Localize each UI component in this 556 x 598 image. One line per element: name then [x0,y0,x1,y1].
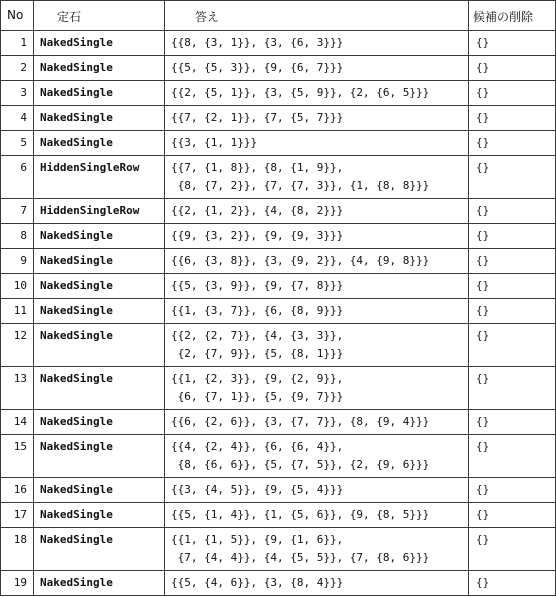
answer-cell [165,571,469,596]
table-row [1,478,556,503]
strategy-name: NakedSingle [34,571,165,596]
candidate-removal: {} [469,528,556,571]
table-row [1,131,556,156]
strategy-name: NakedSingle [34,435,165,478]
answer-line: {{2, {1, 2}}, {4, {8, 2}}} [171,204,344,217]
strategy-name: HiddenSingleRow [34,199,165,224]
strategy-name: NakedSingle [34,324,165,367]
answer-cell [165,224,469,249]
row-number: 9 [1,249,34,274]
candidate-removal: {} [469,199,556,224]
row-number: 16 [1,478,34,503]
candidate-removal: {} [469,131,556,156]
strategy-name: NakedSingle [34,106,165,131]
answer-line: {{8, {3, 1}}, {3, {6, 3}}} [171,36,344,49]
candidate-removal: {} [469,81,556,106]
answer-line: {{5, {4, 6}}, {3, {8, 4}}} [171,576,344,589]
strategy-name: NakedSingle [34,503,165,528]
answer-cell [165,106,469,131]
table-row [1,249,556,274]
answer-cell [165,324,469,367]
answer-line: {8, {6, 6}}, {5, {7, 5}}, {2, {9, 6}}} [171,457,430,471]
table-row [1,367,556,410]
answer-cell [165,199,469,224]
answer-cell [165,131,469,156]
row-number: 14 [1,410,34,435]
row-number: 3 [1,81,34,106]
strategy-name: NakedSingle [34,410,165,435]
candidate-removal: {} [469,31,556,56]
table-row [1,324,556,367]
answer-line: {2, {7, 9}}, {5, {8, 1}}} [171,346,344,360]
table-row [1,435,556,478]
answer-cell [165,410,469,435]
table-row [1,503,556,528]
row-number: 11 [1,299,34,324]
strategy-name: NakedSingle [34,299,165,324]
strategy-name: NakedSingle [34,249,165,274]
row-number: 17 [1,503,34,528]
answer-line: {{1, {1, 5}}, {9, {1, 6}}, [171,533,344,546]
answer-cell [165,156,469,199]
answer-line: {8, {7, 2}}, {7, {7, 3}}, {1, {8, 8}}} [171,178,430,192]
table-row [1,274,556,299]
answer-line: {{1, {2, 3}}, {9, {2, 9}}, [171,372,344,385]
answer-cell [165,435,469,478]
row-number: 10 [1,274,34,299]
table-row [1,199,556,224]
header-answer: 答え [165,1,469,31]
answer-line: {{5, {3, 9}}, {9, {7, 8}}} [171,279,344,292]
candidate-removal: {} [469,503,556,528]
row-number: 15 [1,435,34,478]
candidate-removal: {} [469,435,556,478]
answer-cell [165,299,469,324]
answer-line: {{9, {3, 2}}, {9, {9, 3}}} [171,229,344,242]
answer-line: {{5, {5, 3}}, {9, {6, 7}}} [171,61,344,74]
answer-cell [165,81,469,106]
answer-line: {{2, {2, 7}}, {4, {3, 3}}, [171,329,344,342]
answer-cell [165,56,469,81]
table-row [1,224,556,249]
row-number: 4 [1,106,34,131]
candidate-removal: {} [469,324,556,367]
row-number: 8 [1,224,34,249]
strategy-name: NakedSingle [34,131,165,156]
candidate-removal: {} [469,410,556,435]
row-number: 19 [1,571,34,596]
answer-line: {6, {7, 1}}, {5, {9, 7}}} [171,389,344,403]
table-row [1,31,556,56]
row-number: 18 [1,528,34,571]
table-row [1,528,556,571]
candidate-removal: {} [469,249,556,274]
strategy-name: NakedSingle [34,478,165,503]
table-row [1,106,556,131]
strategy-name: NakedSingle [34,81,165,106]
table-row [1,156,556,199]
row-number: 12 [1,324,34,367]
table-row [1,56,556,81]
row-number: 5 [1,131,34,156]
row-number: 7 [1,199,34,224]
answer-cell [165,31,469,56]
strategy-name: NakedSingle [34,56,165,81]
answer-line: {{2, {5, 1}}, {3, {5, 9}}, {2, {6, 5}}} [171,86,430,99]
candidate-removal: {} [469,367,556,410]
strategy-name: NakedSingle [34,528,165,571]
answer-cell [165,503,469,528]
row-number: 13 [1,367,34,410]
table-row [1,410,556,435]
answer-cell [165,274,469,299]
answer-cell [165,478,469,503]
answer-line: {{5, {1, 4}}, {1, {5, 6}}, {9, {8, 5}}} [171,508,430,521]
header-candidates: 候補の削除 [469,1,556,31]
answer-cell [165,528,469,571]
answer-line: {{7, {2, 1}}, {7, {5, 7}}} [171,111,344,124]
strategy-name: NakedSingle [34,31,165,56]
header-row [1,1,556,31]
answer-line: {{4, {2, 4}}, {6, {6, 4}}, [171,440,344,453]
answer-cell [165,367,469,410]
answer-line: {{7, {1, 8}}, {8, {1, 9}}, [171,161,344,174]
row-number: 2 [1,56,34,81]
row-number: 1 [1,31,34,56]
candidate-removal: {} [469,571,556,596]
candidate-removal: {} [469,224,556,249]
answer-line: {{6, {3, 8}}, {3, {9, 2}}, {4, {9, 8}}} [171,254,430,267]
table-row [1,299,556,324]
answer-line: {{1, {3, 7}}, {6, {8, 9}}} [171,304,344,317]
strategy-name: NakedSingle [34,367,165,410]
row-number: 6 [1,156,34,199]
answer-line: {{3, {4, 5}}, {9, {5, 4}}} [171,483,344,496]
strategy-name: HiddenSingleRow [34,156,165,199]
header-no: No [1,1,34,31]
answer-line: {{6, {2, 6}}, {3, {7, 7}}, {8, {9, 4}}} [171,415,430,428]
candidate-removal: {} [469,106,556,131]
strategy-name: NakedSingle [34,274,165,299]
answer-line: {7, {4, 4}}, {4, {5, 5}}, {7, {8, 6}}} [171,550,430,564]
strategy-name: NakedSingle [34,224,165,249]
candidate-removal: {} [469,56,556,81]
answer-line: {{3, {1, 1}}} [171,136,258,149]
candidate-removal: {} [469,299,556,324]
table-row [1,81,556,106]
candidate-removal: {} [469,156,556,199]
answer-cell [165,249,469,274]
table-row [1,571,556,596]
candidate-removal: {} [469,478,556,503]
candidate-removal: {} [469,274,556,299]
header-strategy: 定石 [34,1,165,31]
